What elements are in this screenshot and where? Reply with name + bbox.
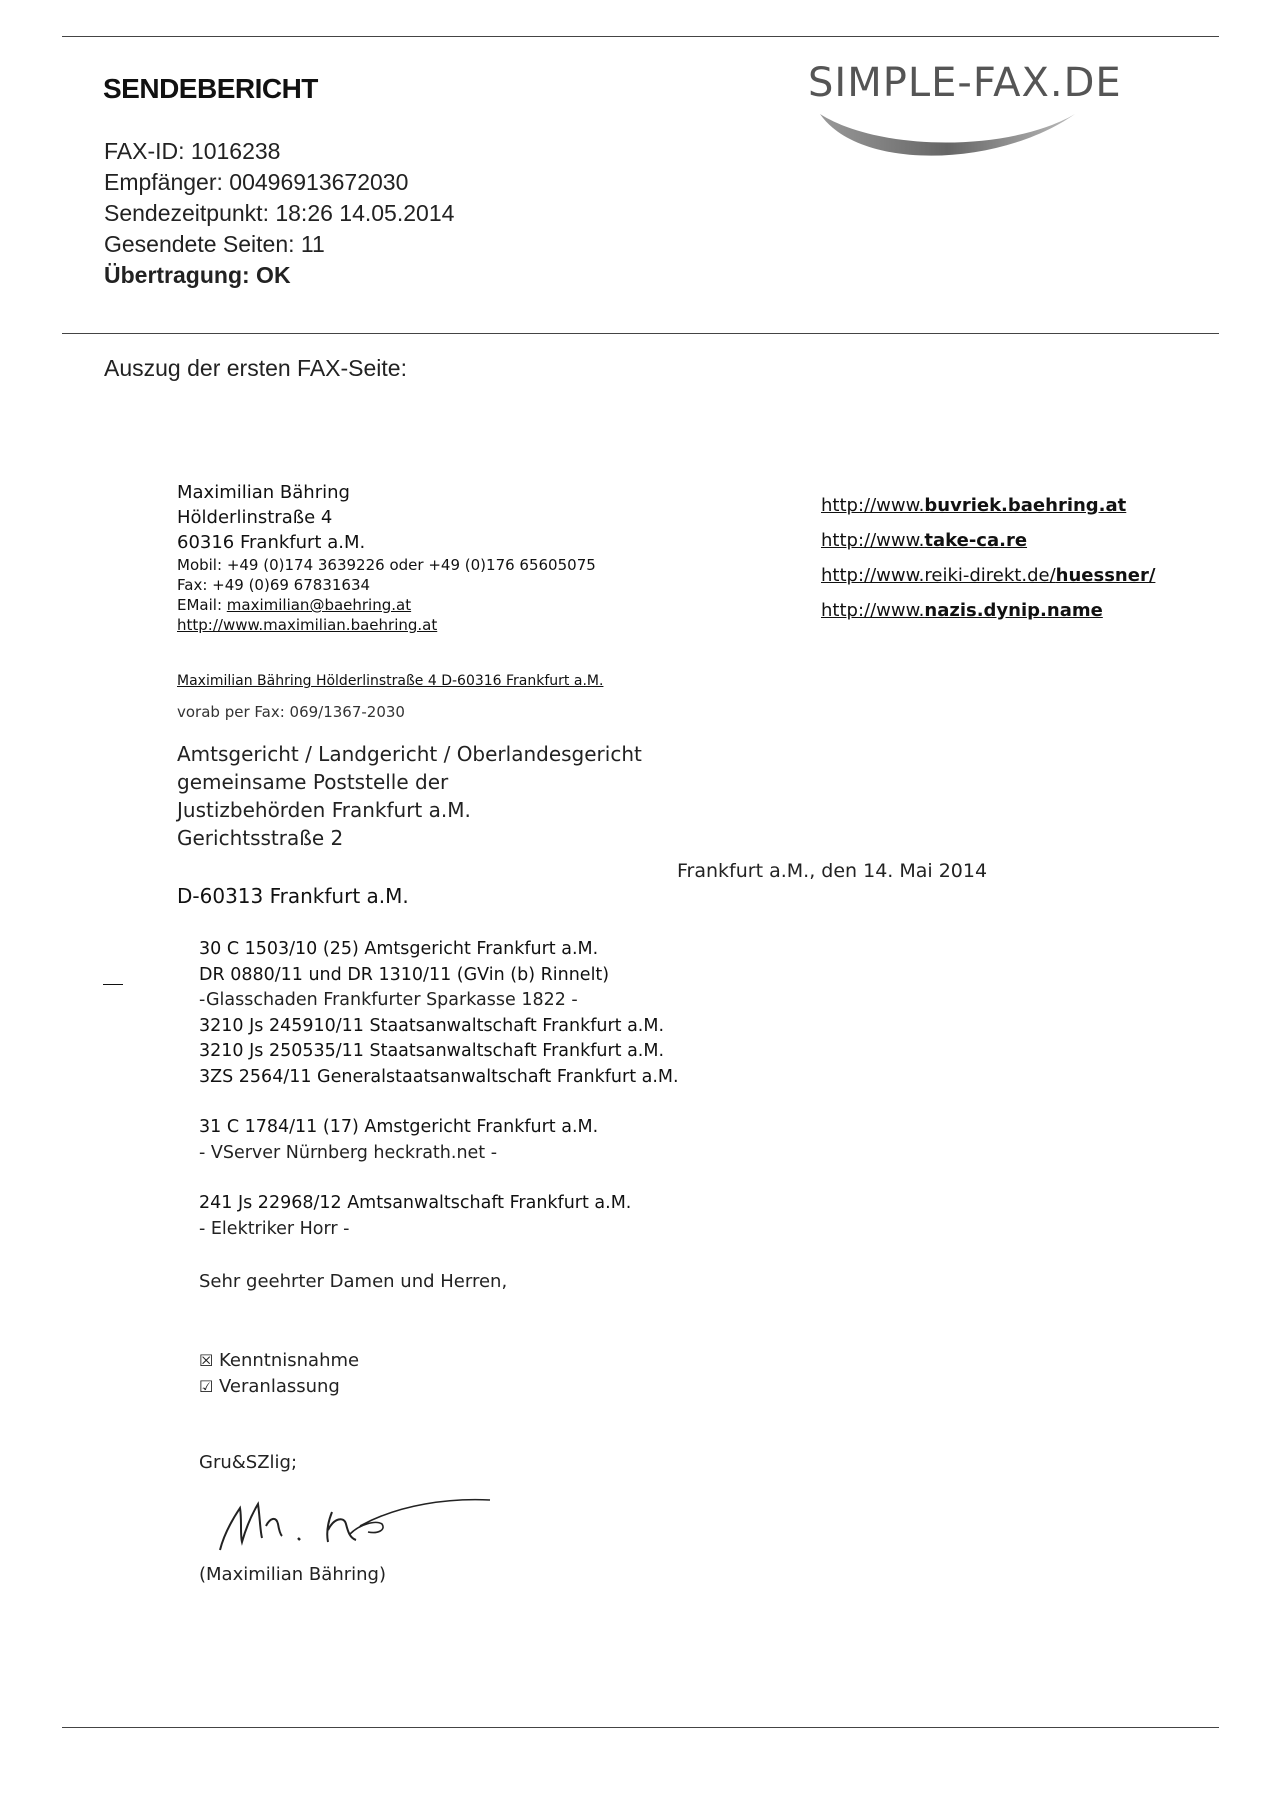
signature-icon — [210, 1490, 500, 1562]
reference-line: 3ZS 2564/11 Generalstaatsanwaltschaft Frankfurt a.M. — [199, 1066, 679, 1087]
fold-mark — [103, 984, 123, 985]
reference-note: - Elektriker Horr - — [199, 1218, 350, 1239]
signer-name: (Maximilian Bähring) — [199, 1564, 386, 1585]
reference-line: 241 Js 22968/12 Amtsanwaltschaft Frankfurt a.M. — [199, 1193, 632, 1213]
reference-note: - VServer Nürnberg heckrath.net - — [199, 1142, 498, 1163]
checked-box-icon: ☒ — [199, 1351, 214, 1370]
sender-email: EMail: maximilian@baehring.at — [177, 596, 412, 614]
sender-website-link[interactable]: http://www.maximilian.baehring.at — [177, 616, 438, 634]
report-title: SENDEBERICHT — [103, 73, 318, 104]
recipient-number: Empfänger: 00496913672030 — [104, 169, 409, 195]
sender-street: Hölderlinstraße 4 — [177, 507, 333, 528]
fax-id: FAX-ID: 1016238 — [104, 138, 281, 164]
return-address: Maximilian Bähring Hölderlinstraße 4 D-60316 Frankfurt a.M. — [177, 673, 604, 689]
bottom-divider — [62, 1727, 1219, 1728]
excerpt-label: Auszug der ersten FAX-Seite: — [104, 355, 407, 381]
link-reiki[interactable]: http://www.reiki-direkt.de/huessner/ — [821, 565, 1156, 586]
sender-fax: Fax: +49 (0)69 67831634 — [177, 576, 371, 594]
reference-line: 30 C 1503/10 (25) Amtsgericht Frankfurt a.M. — [199, 939, 599, 959]
link-nazis-dynip[interactable]: http://www.nazis.dynip.name — [821, 600, 1103, 621]
transmission-status: Übertragung: OK — [104, 262, 291, 288]
pages-sent: Gesendete Seiten: 11 — [104, 231, 325, 257]
closing: Gru&SZlig; — [199, 1452, 298, 1473]
reference-note: -Glasschaden Frankfurter Sparkasse 1822 - — [199, 990, 578, 1010]
check-list — [199, 1348, 359, 1400]
reference-line: DR 0880/11 und DR 1310/11 (GVin (b) Rinnelt) — [199, 964, 610, 985]
case-references — [199, 937, 679, 1242]
sender-city: 60316 Frankfurt a.M. — [177, 532, 366, 553]
link-take-ca[interactable]: http://www.take-ca.re — [821, 530, 1028, 551]
simple-fax-logo — [800, 52, 1220, 162]
sender-email-link[interactable]: maximilian@baehring.at — [226, 596, 412, 614]
header-divider — [62, 333, 1219, 334]
sender-website — [177, 615, 596, 635]
reference-line: 31 C 1784/11 (17) Amstgericht Frankfurt a.M. — [199, 1117, 599, 1137]
sender-name: Maximilian Bähring — [177, 482, 350, 503]
link-list — [821, 488, 1155, 628]
recipient-city: D-60313 Frankfurt a.M. — [177, 884, 409, 908]
sender-mobile: Mobil: +49 (0)174 3639226 oder +49 (0)176 65605075 — [177, 556, 596, 574]
reference-line: 3210 Js 245910/11 Staatsanwaltschaft Frankfurt a.M. — [199, 1015, 665, 1036]
logo-text: SIMPLE-FAX.DE — [808, 60, 1122, 106]
check-veranlassung: ☑ Veranlassung — [199, 1374, 359, 1400]
send-time: Sendezeitpunkt: 18:26 14.05.2014 — [104, 200, 455, 226]
top-divider — [62, 36, 1219, 37]
sender-block — [177, 480, 596, 635]
vorab-fax: vorab per Fax: 069/1367-2030 — [177, 703, 405, 721]
check-kenntnisnahme: ☒ Kenntnisnahme — [199, 1348, 359, 1374]
checkmark-box-icon: ☑ — [199, 1377, 214, 1396]
report-meta — [104, 136, 454, 291]
recipient-address: Amtsgericht / Landgericht / Oberlandesgericht gemeinsame Poststelle der Justizbehörden Frankfurt a.M. Gerichtsstraße 2 — [177, 742, 642, 850]
letter-date: Frankfurt a.M., den 14. Mai 2014 — [677, 860, 988, 882]
reference-line: 3210 Js 250535/11 Staatsanwaltschaft Frankfurt a.M. — [199, 1041, 665, 1061]
salutation: Sehr geehrter Damen und Herren, — [199, 1271, 508, 1292]
link-buvriek[interactable]: http://www.buvriek.baehring.at — [821, 495, 1127, 516]
